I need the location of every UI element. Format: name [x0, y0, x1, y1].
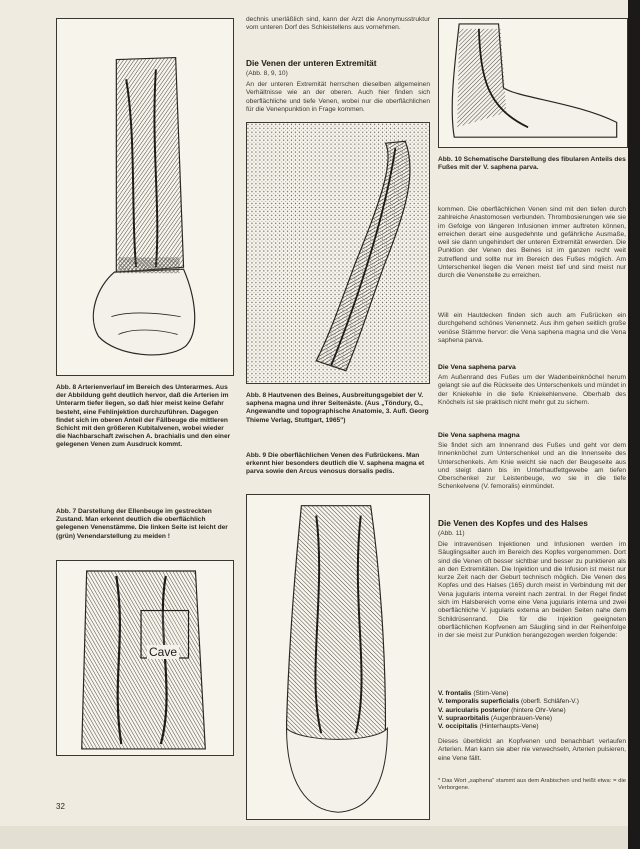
lower-extremity-intro: An der unteren Extremität herrschen dieselben allgemeinen Verhältnisse wie an der oberen. Auch hier finden sich oberflächliche und tiefe Venen, wobei nur die oberflächlichen für die Venenpunktion in Frage kommen.: [246, 81, 430, 113]
saphena-parva-heading: Die Vena saphena parva: [438, 364, 516, 371]
head-neck-veins-subheading: (Abb. 11): [438, 530, 465, 537]
right-paragraph-1: kommen. Die oberflächlichen Venen sind mit den tiefen durch zahlreiche Anastomosen verbunden. Thrombosierungen wie sie im Gefolge von längeren Infusionen immer auftreten können, erreichen derart eine ausgedehnte und gefährliche Ausmaße, weil sie dann ungehindert der unteren Extremität erwerden. Die Punktion der Venen des Beines ist im ganzen recht weit zutreffend und sollte nur im Bereich des Fußes möglich. Am Unterschenkel liegen die Venen meist tief und sind meist nur durch die Venenstelle zu erreichen.: [438, 206, 626, 280]
scalp-veins-list: [438, 690, 626, 731]
list-item: V. auricularis posterior (hintere Ohr-Vene): [438, 706, 566, 714]
right-paragraph-2: Will ein Hautdecken finden sich auch am Fußrücken ein durchgehend schönes Venennetz. Aus ihm gehen seitlich große venöse Stämme hervor: die Vena saphena magna und die Vena saphena parva.: [438, 312, 626, 344]
lower-extremity-heading: Die Venen der unteren Extremität: [246, 58, 377, 68]
page-number: 32: [56, 802, 65, 811]
caption-figure-7: Abb. 7 Darstellung der Ellenbeuge im gestreckten Zustand. Man erkennt deutlich die oberflächlich gelegenen Venenstämme. Die linken Seite ist leicht der (grün) Venendarstellung zu meiden !: [56, 508, 228, 540]
list-item: V. occipitalis (Hinterhaupts-Vene): [438, 723, 539, 731]
foot-lateral-illustration: [439, 19, 627, 147]
forearm-illustration: [57, 19, 233, 375]
figure-foot-dorsum: [246, 494, 430, 820]
saphena-magna-text: Sie findet sich am Innenrand des Fußes und geht vor dem Innenknöchel zum Unterschenkel und an die Innenseite des Unterschenkels. Am Knie weicht sie nach der Beugeseite aus und steigt dann bis im Unterhautfettgewebe am tiefen Oberschenkel zur Leistenbeuge, wo sie in die tiefe Schenkelvene (V. femoralis) einmündet.: [438, 442, 626, 491]
list-item: V. frontalis (Stirn-Vene): [438, 690, 509, 697]
figure-leg-veins: [246, 122, 430, 384]
figure-elbow: [56, 560, 234, 756]
caption-figure-10: Abb. 10 Schematische Darstellung des fibularen Anteils des Fußes mit der V. saphena parva.: [438, 156, 626, 172]
foot-dorsum-illustration: [247, 495, 429, 819]
head-neck-veins-heading: Die Venen des Kopfes und des Halses: [438, 518, 588, 528]
saphena-magna-heading: Die Vena saphena magna: [438, 432, 520, 439]
footnote: * Das Wort „saphena" stammt aus dem Arabischen und heißt etwa: = die Verborgene.: [438, 778, 626, 791]
leg-veins-illustration: [247, 123, 429, 383]
caption-leg-veins: Abb. 8 Hautvenen des Beines, Ausbreitungsgebiet der V. saphena magna und ihrer Seitenäste. (Aus „Töndury, G., Angewandte und topographische Anatomie, 3. Aufl. Georg Thieme Verlag, Stuttgart, 1965"): [246, 392, 429, 424]
list-item: V. temporalis superficialis (oberfl. Schläfen-V.): [438, 698, 579, 706]
top-paragraph: dechnis unerläßlich sind, kann der Arzt die Anonymusstruktur vom unteren Dorf des Schleistellens aus vornehmen.: [246, 16, 430, 32]
figure-forearm-arteries: [56, 18, 234, 376]
caption-figure-9: Abb. 9 Die oberflächlichen Venen des Fußrückens. Man erkennt hier besonders deutlich die V. saphena magna et parva sowie den Arcus venosus dorsalis pedis.: [246, 452, 425, 476]
page-binding-edge: [628, 0, 640, 849]
caption-figure-8: Abb. 8 Arterienverlauf im Bereich des Unterarmes. Aus der Abbildung geht deutlich hervor, daß die Arterien im Unterarm tiefer liegen, so daß hier meist keine Gefahr besteht, eine Fehlinjektion durchzuführen. Dagegen findet sich im oberen Anteil der Fällbeuge die mittleren Schicht mit den größeren Kubitalvenen, wobei wieder die Nachbarschaft zwischen A. brachialis und den einer gelegenen Venen zum Ausdruck kommt.: [56, 384, 231, 449]
closing-paragraph: Dieses überblickt an Kopfvenen und benachbart verlaufen Arterien. Man kann sie aber nie verwechseln, Arterien pulsieren, eine Vene fällt.: [438, 738, 626, 762]
figure-foot-lateral: [438, 18, 628, 148]
elbow-illustration: [57, 561, 233, 755]
saphena-parva-text: Am Außenrand des Fußes um der Wadenbeinknöchel herum gelangt sie auf die Rückseite des Unterschenkels und mündet in der Kniekehle in die tiefe Kniekehlenvene. Oberhalb des Knöchels ist sie praktisch nicht mehr gut zu sichern.: [438, 374, 626, 406]
list-item: V. supraorbitalis (Augenbrauen-Vene): [438, 714, 553, 722]
cave-label: Cave: [149, 645, 178, 659]
page-bottom-margin: [0, 826, 640, 849]
head-neck-veins-text: Die intravenösen Injektionen und Infusionen werden im Säuglingsalter auch im Bereich des Kopfes vorgenommen. Dort sind die Venen oft besser sichtbar und besser zu punktieren als an den Extremitäten. Die Injektion und die Infusion ist meist nur kurze Zeit nach der Geburt technisch möglich. Die Venen des Kopfes und des Halses (165) durch meist in Verbindung mit der Vena jugularis interna vereint nach zentral. In der Regel findet sich im Halsbereich vorne eine Vena jugularis interna und zwei oberflächliche V. jugularis externa an beiden Seiten nahe dem Schildrüsenrand. Die für die Injektion geeigneten oberflächlichen Kopfvenen am Säugling sind in der Reihenfolge in der sie meist zur Punktion herangezogen werden folgende:: [438, 541, 626, 640]
lower-extremity-subheading: (Abb. 8, 9, 10): [246, 70, 288, 77]
